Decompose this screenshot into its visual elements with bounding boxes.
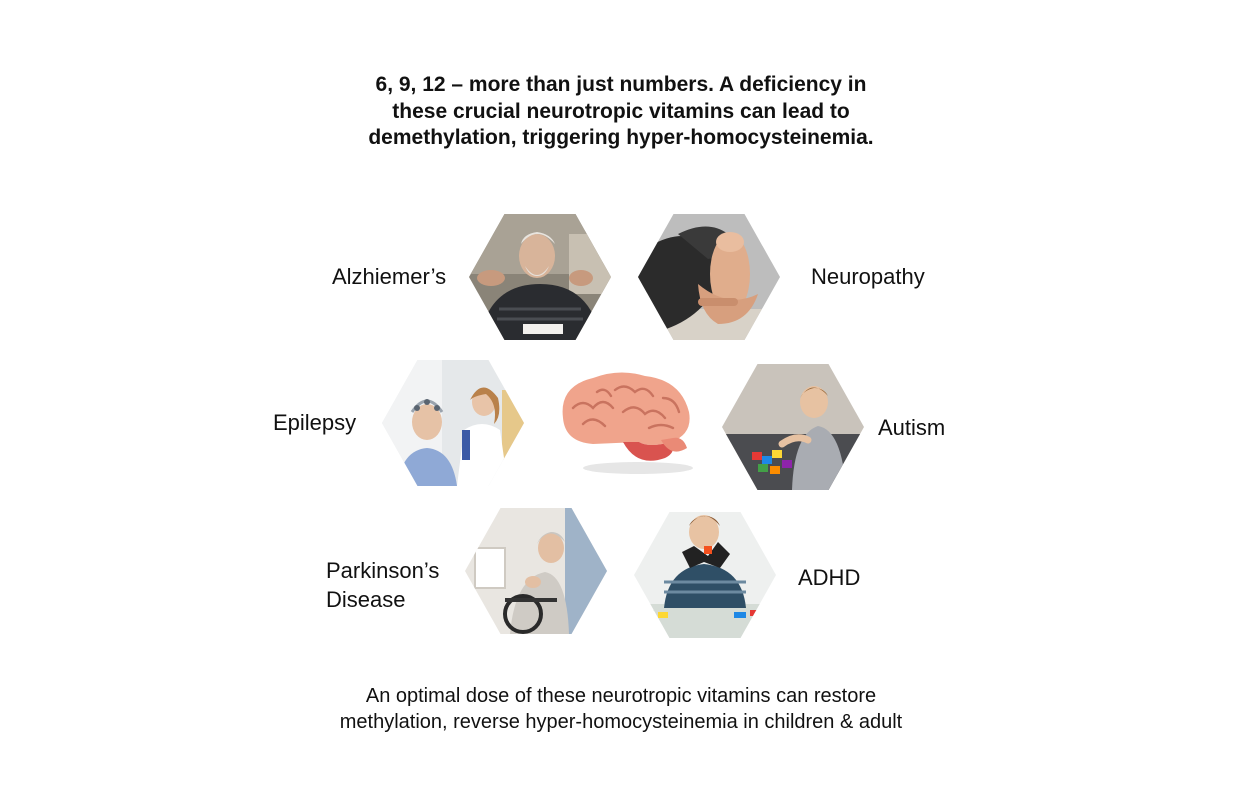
boy-building-blocks-photo-icon [634,512,776,638]
elderly-man-photo-icon [469,214,611,340]
footer-line-2: methylation, reverse hyper-homocysteinemia in children & adult [339,711,903,733]
alzheimers-label: Alzhiemer’s [332,264,447,289]
adhd-label: ADHD [798,565,861,590]
feet-massage-photo-icon [638,214,780,340]
eeg-test-photo-icon [382,360,524,486]
child-playing-blocks-photo-icon [722,364,864,490]
woman-wheelchair-photo-icon [465,508,607,634]
headline-line-1: 6, 9, 12 – more than just numbers. A deficiency in [375,73,867,96]
footer-text [0,683,1242,735]
autism-label: Autism [878,415,946,440]
neuropathy-label: Neuropathy [811,264,925,289]
parkinsons-label-line-2: Disease [326,587,406,612]
footer-line-1: An optimal dose of these neurotropic vitamins can restore [365,685,877,707]
headline-line-2: these crucial neurotropic vitamins can lead to [392,99,850,123]
parkinsons-label-line-1: Parkinson’s [326,558,440,583]
headline [0,72,1242,152]
brain-icon [553,368,699,480]
parkinsons-label [326,556,439,614]
epilepsy-label: Epilepsy [273,410,357,435]
headline-line-3: demethylation, triggering hyper-homocysteinemia. [368,126,874,149]
